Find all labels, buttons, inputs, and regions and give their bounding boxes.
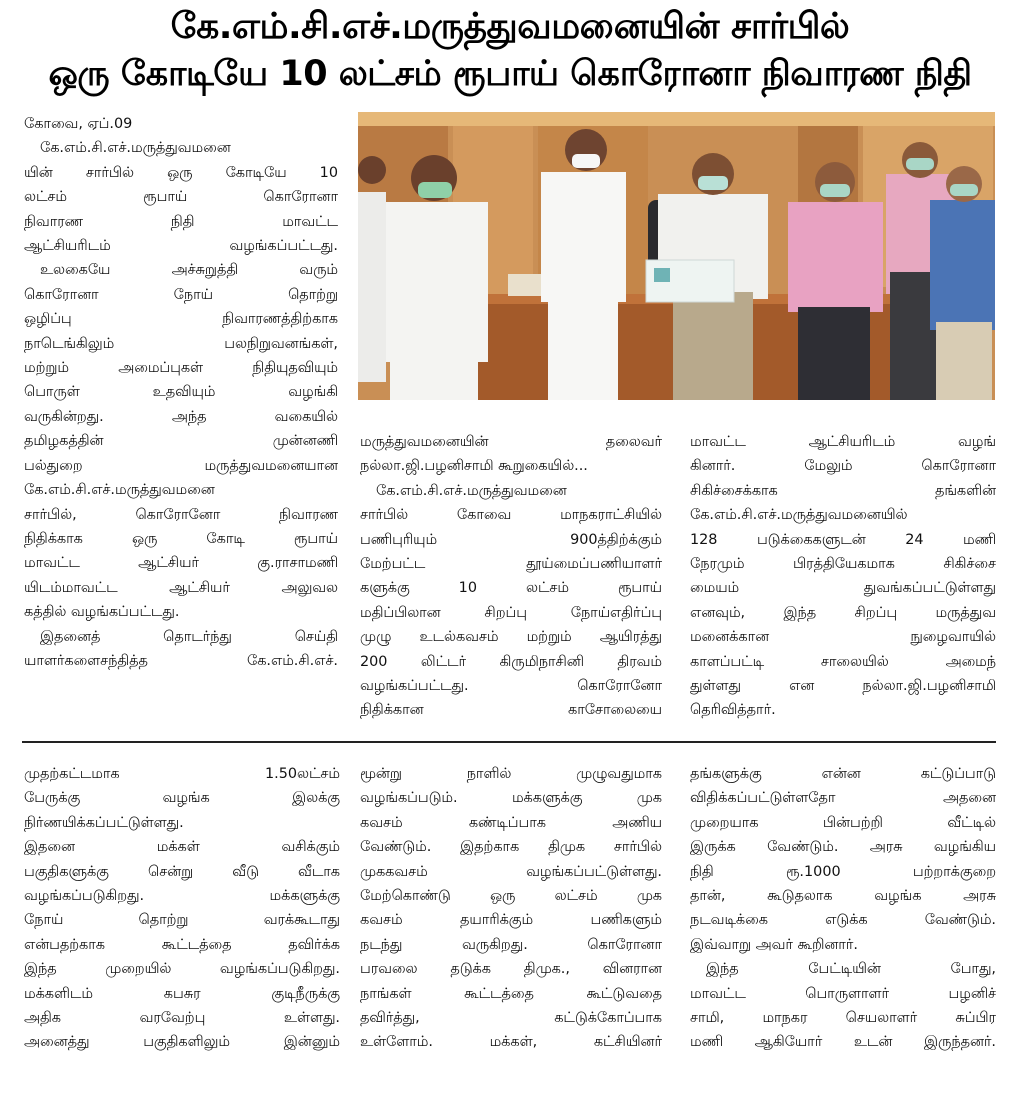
text-line: உலகையே அச்சுறுத்தி வரும் (40, 262, 338, 279)
text-line: நோய் தொற்று வரக்கூடாது (24, 912, 340, 929)
text-line: நாங்கள் கூட்டத்தை கூட்டுவதை (360, 985, 662, 1002)
text-line: மனைக்கான நுழைவாயில் (690, 629, 996, 646)
text-line: இருக்க வேண்டும். அரசு வழங்கிய (690, 839, 996, 856)
text-line: கத்தில் வழங்கப்பட்டது. (24, 604, 180, 621)
text-line: யாளர்களைசந்தித்த கே.எம்.சி.எச். (24, 652, 338, 669)
text-line: முககவசம் வழங்கப்பட்டுள்ளது. (360, 863, 662, 880)
text-line: 128 படுக்கைகளுடன் 24 மணி (690, 531, 996, 548)
text-line: கே.எம்.சி.எச்.மருத்துவமனை (376, 482, 567, 499)
text-line: மற்றும் அமைப்புகள் நிதியுதவியும் (24, 360, 338, 377)
dateline: கோவை, ஏப்.09 (24, 116, 133, 132)
headline-line-2: ஒரு கோடியே 10 லட்சம் ரூபாய் கொரோனா நிவாரண நிதி (48, 54, 972, 94)
text-line: தமிழகத்தின் முன்னணி (24, 433, 338, 450)
text-line: நிதிக்காக ஒரு கோடி ரூபாய் (24, 530, 338, 547)
text-line: நேரமும் பிரத்தியேகமாக சிகிச்சை (690, 556, 996, 573)
text-line: மருத்துவமனையின் தலைவர் (360, 434, 662, 450)
text-line: மூன்று நாளில் முழுவதுமாக (360, 766, 662, 782)
article-column-3 (690, 430, 996, 723)
text-line: இதனைத் தொடர்ந்து செய்தி (40, 628, 338, 645)
text-line: களுக்கு 10 லட்சம் ரூபாய் (360, 580, 662, 597)
text-line: உள்ளோம். மக்கள், கட்சியினர் (360, 1034, 662, 1051)
text-line: நல்லா.ஜி.பழனிசாமி கூறுகையில்... (360, 458, 588, 475)
text-line: யிடம்மாவட்ட ஆட்சியர் அலுவல (24, 579, 338, 596)
text-line: யின் சார்பில் ஒரு கோடியே 10 (24, 164, 338, 181)
text-line: கினார். மேலும் கொரோனா (690, 458, 996, 475)
text-line: விதிக்கப்பட்டுள்ளதோ அதனை (690, 790, 996, 807)
article-column-6 (690, 762, 996, 1055)
article-column-4 (24, 762, 340, 1055)
article-column-5 (360, 762, 662, 1055)
section-divider (22, 741, 996, 743)
text-line: பகுதிகளுக்கு சென்று வீடு வீடாக (24, 863, 340, 880)
text-line: நிதி ரூ.1000 பற்றாக்குறை (690, 863, 996, 880)
article-photo (358, 112, 995, 400)
text-line: தான், கூடுதலாக வழங்க அரசு (690, 888, 996, 905)
text-line: நிவாரண நிதி மாவட்ட (24, 213, 338, 230)
text-line: அதிக வரவேற்பு உள்ளது. (24, 1010, 340, 1027)
text-line: பணிபுரியும் 900த்திற்க்கும் (360, 531, 662, 548)
text-line: என்பதற்காக கூட்டத்தை தவிர்க்க (24, 936, 340, 953)
text-line: இந்த முறையில் வழங்கப்படுகிறது. (24, 961, 340, 978)
text-line: மேற்கொண்டு ஒரு லட்சம் முக (360, 888, 662, 905)
text-line: வழங்கப்படும். மக்களுக்கு முக (360, 790, 662, 807)
text-line: முறையாக பின்பற்றி வீட்டில் (690, 814, 996, 831)
text-line: தெரிவித்தார். (690, 702, 776, 719)
text-line: இந்த பேட்டியின் போது, (706, 961, 996, 978)
text-line: பல்துறை மருத்துவமனையான (24, 457, 338, 474)
text-line: துள்ளது என நல்லா.ஜி.பழனிசாமி (690, 678, 996, 695)
article-column-1 (24, 112, 338, 673)
text-line: மணி ஆகியோர் உடன் இருந்தனர். (690, 1034, 996, 1051)
text-line: கவசம் தயாரிக்கும் பணிகளும் (360, 912, 662, 929)
text-line: வேண்டும். இதற்காக திமுக சார்பில் (360, 839, 662, 856)
text-line: வருகின்றது. அந்த வகையில் (24, 408, 338, 425)
text-line: பரவலை தடுக்க திமுக., வினரான (360, 961, 662, 978)
text-line: கொரோனா நோய் தொற்று (24, 286, 338, 303)
text-line: நடவடிக்கை எடுக்க வேண்டும். (690, 912, 996, 929)
text-line: கே.எம்.சி.எச்.மருத்துவமனையில் (690, 507, 908, 524)
text-line: மாவட்ட பொருளாளர் பழனிச் (690, 985, 996, 1002)
text-line: இவ்வாறு அவர் கூறினார். (690, 936, 858, 953)
text-line: மேற்பட்ட தூய்மைப்பணியாளர் (360, 556, 662, 573)
text-line: முதற்கட்டமாக 1.50லட்சம் (24, 766, 340, 782)
text-line: சிகிச்சைக்காக தங்களின் (690, 482, 996, 499)
text-line: நடந்து வருகிறது. கொரோனா (360, 936, 662, 953)
headline-line-1: கே.எம்.சி.எச்.மருத்துவமனையின் சார்பில் (170, 6, 850, 47)
text-line: மாவட்ட ஆட்சியரிடம் வழங் (690, 434, 996, 450)
text-line: மையம் துவங்கப்பட்டுள்ளது (690, 580, 996, 597)
text-line: மாவட்ட ஆட்சியர் கு.ராசாமணி (24, 555, 338, 572)
text-line: பொருள் உதவியும் வழங்கி (24, 384, 338, 401)
text-line: நிதிக்கான காசோலையை (360, 702, 662, 719)
text-line: அனைத்து பகுதிகளிலும் இன்னும் (24, 1034, 340, 1051)
text-line: சாமி, மாநகர செயலாளர் சுப்பிர (690, 1010, 996, 1027)
text-line: லட்சம் ரூபாய் கொரோனா (24, 189, 338, 206)
text-line: தங்களுக்கு என்ன கட்டுப்பாடு (690, 766, 996, 782)
text-line: நிர்ணயிக்கப்பட்டுள்ளது. (24, 814, 184, 831)
text-line: சார்பில் கோவை மாநகராட்சியில் (360, 507, 662, 524)
text-line: கே.எம்.சி.எச்.மருத்துவமனை (40, 140, 231, 157)
text-line: முழு உடல்கவசம் மற்றும் ஆயிரத்து (360, 629, 662, 646)
text-line: ஆட்சியரிடம் வழங்கப்பட்டது. (24, 238, 338, 255)
text-line: சார்பில், கொரோனோ நிவாரண (24, 506, 338, 523)
text-line: தவிர்த்து, கட்டுக்கோப்பாக (360, 1010, 662, 1027)
text-line: மக்களிடம் கபசுர குடிநீருக்கு (24, 985, 340, 1002)
text-line: கவசம் கண்டிப்பாக அணிய (360, 814, 662, 831)
text-line: மதிப்பிலான சிறப்பு நோய்எதிர்ப்பு (360, 604, 662, 621)
text-line: பேருக்கு வழங்க இலக்கு (24, 790, 340, 807)
text-line: நாடெங்கிலும் பலநிறுவனங்கள், (24, 335, 338, 352)
text-line: கே.எம்.சி.எச்.மருத்துவமனை (24, 482, 215, 499)
text-line: 200 லிட்டர் கிருமிநாசினி திரவம் (360, 653, 662, 670)
text-line: காளப்பட்டி சாலையில் அமைந் (690, 653, 996, 670)
article-column-2 (360, 430, 662, 723)
text-line: வழங்கப்படுகிறது. மக்களுக்கு (24, 888, 340, 905)
text-line: இதனை மக்கள் வசிக்கும் (24, 839, 340, 856)
text-line: ஒழிப்பு நிவாரணத்திற்காக (24, 311, 338, 328)
text-line: எனவும், இந்த சிறப்பு மருத்துவ (690, 604, 996, 621)
text-line: வழங்கப்பட்டது. கொரோனோ (360, 678, 662, 695)
